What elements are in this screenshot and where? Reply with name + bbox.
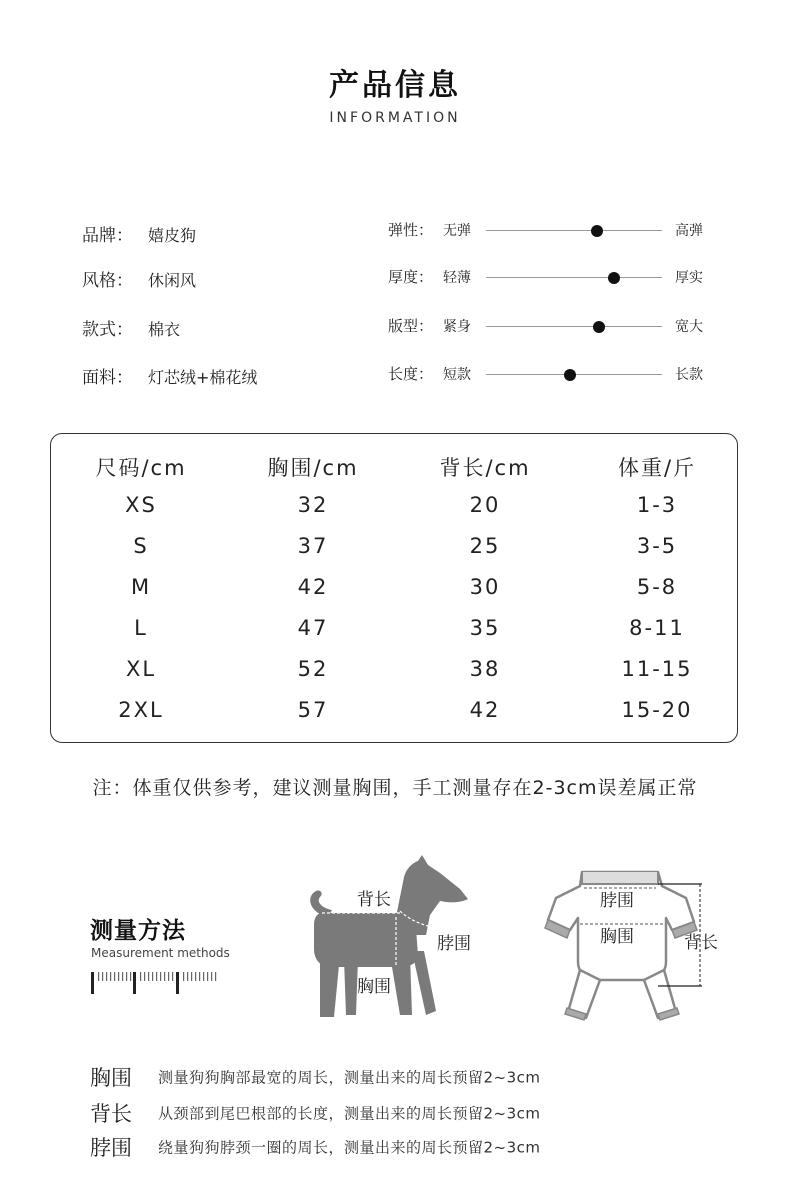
dog-label-chest: 胸围 xyxy=(357,977,391,997)
garment-label-back: 背长 xyxy=(684,933,718,953)
table-header-back: 背长/cm xyxy=(439,456,531,480)
table-cell: XS xyxy=(125,493,157,517)
scale-label: 版型： xyxy=(388,317,434,335)
info-key: 款式： xyxy=(82,320,133,340)
info-row-brand xyxy=(82,221,196,246)
desc-key: 胸围 xyxy=(90,1066,132,1090)
table-cell: 42 xyxy=(297,575,329,599)
scale-indicator xyxy=(564,369,576,381)
desc-row-back xyxy=(90,1098,541,1128)
table-cell: 52 xyxy=(297,657,329,681)
info-row-fabric xyxy=(82,363,257,388)
info-key: 面料： xyxy=(82,368,133,388)
dog-label-neck: 脖围 xyxy=(437,934,471,954)
table-cell: 2XL xyxy=(118,698,164,722)
table-cell: 3-5 xyxy=(636,534,678,558)
table-header-chest: 胸围/cm xyxy=(267,456,359,480)
dog-label-back: 背长 xyxy=(357,890,391,910)
scale-label: 厚度： xyxy=(388,268,434,286)
table-cell: 20 xyxy=(469,493,501,517)
table-cell: 57 xyxy=(297,698,329,722)
scale-length xyxy=(388,363,728,387)
table-cell: L xyxy=(134,616,148,640)
scale-max: 高弹 xyxy=(675,223,703,239)
scale-thickness xyxy=(388,266,728,290)
info-key: 风格： xyxy=(82,271,133,291)
scale-max: 宽大 xyxy=(675,319,703,335)
table-cell: 11-15 xyxy=(621,657,693,681)
size-table xyxy=(50,433,738,743)
page-title: 产品信息 xyxy=(329,68,461,103)
desc-text: 绕量狗狗脖颈一圈的周长，测量出来的周长预留2~3cm xyxy=(158,1138,541,1157)
info-value: 休闲风 xyxy=(148,271,197,290)
method-title: 测量方法 xyxy=(90,918,186,944)
desc-text: 从颈部到尾巴根部的长度，测量出来的周长预留2~3cm xyxy=(158,1104,541,1123)
info-value: 棉衣 xyxy=(148,320,181,339)
table-cell: XL xyxy=(125,657,157,681)
info-value: 嬉皮狗 xyxy=(148,226,197,245)
table-cell: 47 xyxy=(297,616,329,640)
table-cell: 32 xyxy=(297,493,329,517)
scale-track xyxy=(486,230,662,231)
info-row-type xyxy=(82,315,180,340)
scale-label: 弹性： xyxy=(388,221,434,239)
table-cell: M xyxy=(130,575,152,599)
table-cell: 15-20 xyxy=(621,698,693,722)
scale-fit xyxy=(388,315,728,339)
ruler-icon xyxy=(91,970,219,996)
garment-label-neck: 脖围 xyxy=(600,891,634,911)
scale-min: 无弹 xyxy=(443,223,471,239)
table-cell: 25 xyxy=(469,534,501,558)
table-cell: 37 xyxy=(297,534,329,558)
measurement-note: 注：体重仅供参考，建议测量胸围，手工测量存在2-3cm误差属正常 xyxy=(92,777,698,799)
table-header-size: 尺码/cm xyxy=(95,456,187,480)
table-cell: 42 xyxy=(469,698,501,722)
desc-row-chest xyxy=(90,1062,541,1092)
scale-track xyxy=(486,277,662,278)
table-header-weight: 体重/斤 xyxy=(617,456,697,480)
desc-text: 测量狗狗胸部最宽的周长，测量出来的周长预留2~3cm xyxy=(158,1068,541,1087)
scale-max: 长款 xyxy=(675,367,703,383)
info-value: 灯芯绒+棉花绒 xyxy=(148,368,258,387)
scale-track xyxy=(486,326,662,327)
scale-indicator xyxy=(608,272,620,284)
page-subtitle: INFORMATION xyxy=(329,110,461,126)
table-cell: 5-8 xyxy=(636,575,678,599)
scale-label: 长度： xyxy=(388,365,434,383)
scale-indicator xyxy=(591,225,603,237)
scale-min: 轻薄 xyxy=(443,270,471,286)
desc-key: 背长 xyxy=(90,1102,132,1126)
table-cell: 35 xyxy=(469,616,501,640)
info-row-style xyxy=(82,266,196,291)
info-key: 品牌： xyxy=(82,226,133,246)
table-cell: S xyxy=(133,534,149,558)
method-subtitle: Measurement methods xyxy=(91,946,230,960)
scale-min: 短款 xyxy=(443,367,471,383)
scale-min: 紧身 xyxy=(443,319,471,335)
table-cell: 38 xyxy=(469,657,501,681)
garment-label-chest: 胸围 xyxy=(600,927,634,947)
table-cell: 30 xyxy=(469,575,501,599)
desc-key: 脖围 xyxy=(90,1136,132,1160)
scale-max: 厚实 xyxy=(675,270,703,286)
scale-elasticity xyxy=(388,219,728,243)
table-cell: 8-11 xyxy=(629,616,685,640)
scale-indicator xyxy=(593,321,605,333)
desc-row-neck xyxy=(90,1132,541,1162)
table-cell: 1-3 xyxy=(636,493,678,517)
